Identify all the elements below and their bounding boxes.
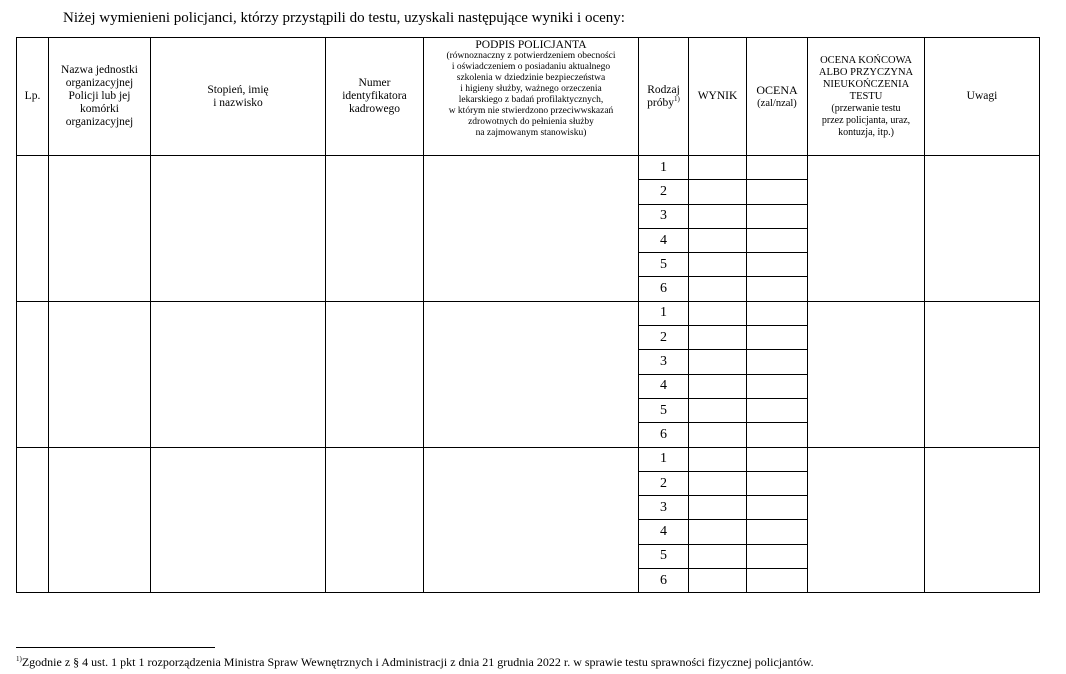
cell-grade[interactable] (747, 326, 808, 350)
trial-number: 3 (639, 204, 689, 228)
trial-number: 5 (639, 253, 689, 277)
cell-grade[interactable] (747, 277, 808, 301)
cell-result[interactable] (689, 180, 747, 204)
cell-id-number[interactable] (326, 156, 424, 302)
cell-result[interactable] (689, 326, 747, 350)
footnote-rule (16, 647, 215, 648)
trial-number: 4 (639, 374, 689, 398)
cell-grade[interactable] (747, 423, 808, 447)
cell-result[interactable] (689, 423, 747, 447)
cell-grade[interactable] (747, 204, 808, 228)
final-grade-details: (przerwanie testu przez policjanta, uraz, kontuzja, itp.) (821, 102, 911, 138)
cell-rank-name[interactable] (151, 301, 326, 447)
intro-text: Niżej wymienieni policjanci, którzy przystąpili do testu, uzyskali następujące wyniki i oceny: (63, 10, 625, 26)
cell-signature[interactable] (424, 447, 639, 593)
cell-result[interactable] (689, 544, 747, 568)
cell-rank-name[interactable] (151, 156, 326, 302)
table-row (17, 447, 1040, 471)
trial-number: 3 (639, 350, 689, 374)
cell-grade[interactable] (747, 253, 808, 277)
cell-id-number[interactable] (326, 447, 424, 593)
cell-result[interactable] (689, 471, 747, 495)
header-result: WYNIK (689, 38, 747, 156)
trial-number: 6 (639, 569, 689, 593)
cell-grade[interactable] (747, 569, 808, 593)
trial-number: 2 (639, 471, 689, 495)
trial-number: 1 (639, 447, 689, 471)
cell-unit[interactable] (49, 301, 151, 447)
cell-remarks[interactable] (925, 447, 1040, 593)
header-grade (747, 38, 808, 156)
cell-rank-name[interactable] (151, 447, 326, 593)
cell-result[interactable] (689, 228, 747, 252)
cell-grade[interactable] (747, 180, 808, 204)
cell-grade[interactable] (747, 520, 808, 544)
cell-id-number[interactable] (326, 301, 424, 447)
results-table (16, 37, 1040, 593)
grade-title: OCENA (756, 82, 798, 97)
trial-type-footnote-ref: 1) (674, 94, 680, 103)
trial-number: 5 (639, 544, 689, 568)
footnote (16, 655, 814, 670)
cell-grade[interactable] (747, 228, 808, 252)
header-rank-name: Stopień, imię i nazwisko (151, 38, 326, 156)
grade-sub: (zal/nzal) (757, 97, 797, 109)
header-remarks: Uwagi (925, 38, 1040, 156)
cell-final-grade[interactable] (808, 156, 925, 302)
table-body (17, 156, 1040, 593)
cell-grade[interactable] (747, 471, 808, 495)
cell-grade[interactable] (747, 350, 808, 374)
cell-result[interactable] (689, 398, 747, 422)
cell-result[interactable] (689, 204, 747, 228)
signature-details: (równoznaczny z potwierdzeniem obecności i oświadczeniem o posiadaniu aktualnego szkolenia w dziedzinie bezpieczeństwa i higieny służby, ważnego orzeczenia lekarskiego z badań profilaktycznych, w którym nie stwierdzono przeciwwskazań zdrowotnych do pełnienia służby na zajmowanym stanowisku) (446, 51, 616, 138)
cell-lp[interactable] (17, 447, 49, 593)
trial-number: 3 (639, 496, 689, 520)
trial-number: 6 (639, 277, 689, 301)
trial-type-line2: próby (647, 96, 674, 109)
table-row (17, 156, 1040, 180)
trial-number: 1 (639, 156, 689, 180)
header-trial-type (639, 38, 689, 156)
header-final-grade (808, 38, 925, 156)
header-id-number: Numer identyfikatora kadrowego (326, 38, 424, 156)
cell-signature[interactable] (424, 156, 639, 302)
cell-grade[interactable] (747, 496, 808, 520)
trial-number: 6 (639, 423, 689, 447)
cell-grade[interactable] (747, 156, 808, 180)
cell-remarks[interactable] (925, 156, 1040, 302)
header-lp: Lp. (17, 38, 49, 156)
trial-number: 2 (639, 326, 689, 350)
cell-grade[interactable] (747, 374, 808, 398)
cell-result[interactable] (689, 569, 747, 593)
trial-number: 4 (639, 228, 689, 252)
cell-result[interactable] (689, 374, 747, 398)
signature-title: PODPIS POLICJANTA (475, 39, 587, 51)
cell-lp[interactable] (17, 156, 49, 302)
trial-number: 1 (639, 301, 689, 325)
trial-type-line1: Rodzaj (647, 83, 680, 96)
cell-remarks[interactable] (925, 301, 1040, 447)
cell-grade[interactable] (747, 447, 808, 471)
cell-result[interactable] (689, 520, 747, 544)
header-signature (424, 38, 639, 156)
cell-grade[interactable] (747, 544, 808, 568)
cell-unit[interactable] (49, 447, 151, 593)
footnote-text: Zgodnie z § 4 ust. 1 pkt 1 rozporządzenia Ministra Spraw Wewnętrznych i Administracji z dnia 21 grudnia 2022 r. w sprawie testu sprawności fizycznej policjantów. (21, 655, 814, 669)
final-grade-title: OCENA KOŃCOWA ALBO PRZYCZYNA NIEUKOŃCZENIA TESTU (818, 54, 914, 102)
header-unit: Nazwa jednostki organizacyjnej Policji lub jej komórki organizacyjnej (49, 38, 151, 156)
cell-signature[interactable] (424, 301, 639, 447)
trial-number: 2 (639, 180, 689, 204)
cell-grade[interactable] (747, 301, 808, 325)
table-row (17, 301, 1040, 325)
cell-result[interactable] (689, 277, 747, 301)
cell-result[interactable] (689, 350, 747, 374)
cell-lp[interactable] (17, 301, 49, 447)
cell-result[interactable] (689, 253, 747, 277)
cell-grade[interactable] (747, 398, 808, 422)
trial-number: 4 (639, 520, 689, 544)
trial-number: 5 (639, 398, 689, 422)
cell-unit[interactable] (49, 156, 151, 302)
cell-result[interactable] (689, 156, 747, 180)
cell-result[interactable] (689, 301, 747, 325)
cell-result[interactable] (689, 447, 747, 471)
cell-final-grade[interactable] (808, 447, 925, 593)
footnote-marker: 1) (16, 655, 22, 663)
cell-result[interactable] (689, 496, 747, 520)
cell-final-grade[interactable] (808, 301, 925, 447)
